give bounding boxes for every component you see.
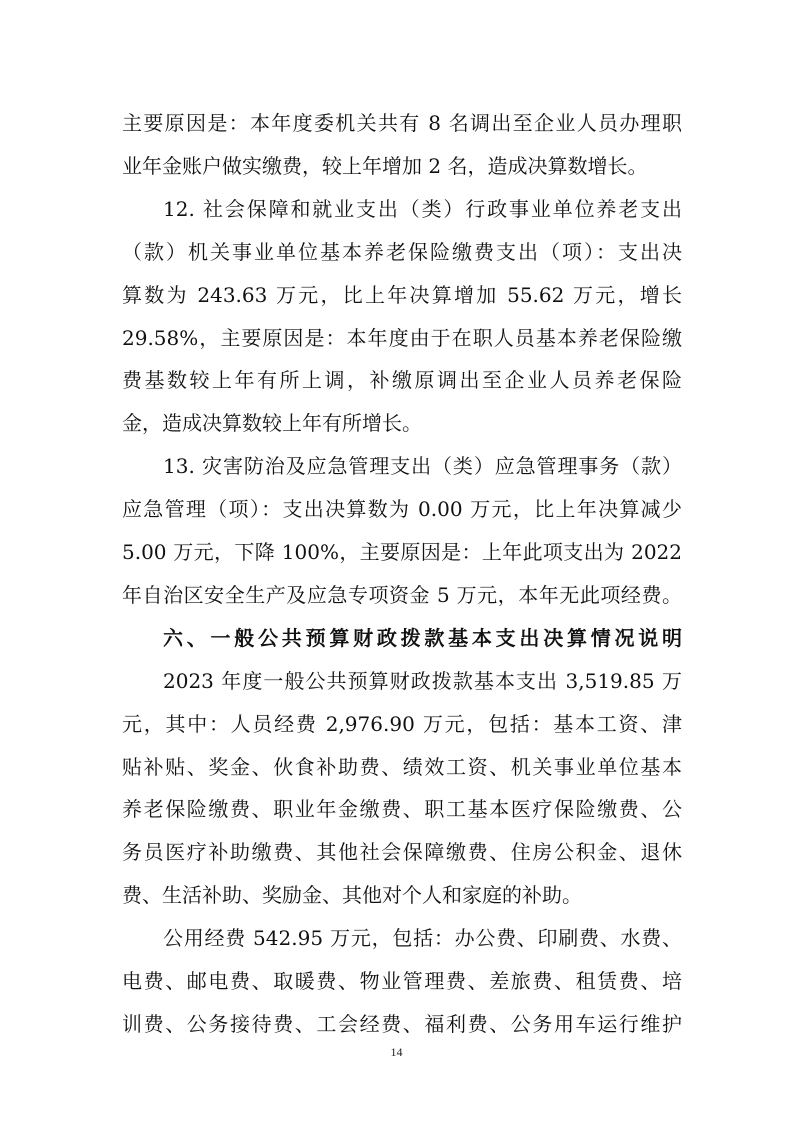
page-number: 14	[390, 1045, 403, 1059]
text-line: 5.00 万元，下降 100%，主要原因是：上年此项支出为 2022	[122, 540, 682, 564]
text-line: 养老保险缴费、职业年金缴费、职工基本医疗保险缴费、公	[122, 797, 682, 821]
text-line: 业年金账户做实缴费，较上年增加 2 名，造成决算数增长。	[122, 154, 648, 178]
text-line: 应急管理（项）：支出决算数为 0.00 万元，比上年决算减少	[122, 497, 682, 521]
text-line: 费、生活补助、奖励金、其他对个人和家庭的补助。	[122, 883, 582, 907]
text-line: 12. 社会保障和就业支出（类）行政事业单位养老支出	[163, 197, 682, 221]
text-line: 务员医疗补助缴费、其他社会保障缴费、住房公积金、退休	[122, 840, 682, 864]
text-line: 元，其中：人员经费 2,976.90 万元，包括：基本工资、津	[122, 712, 682, 736]
text-line: 算数为 243.63 万元，比上年决算增加 55.62 万元，增长	[122, 283, 682, 307]
text-line: 29.58%，主要原因是：本年度由于在职人员基本养老保险缴	[122, 326, 682, 350]
text-line: 2023 年度一般公共预算财政拨款基本支出 3,519.85 万	[163, 669, 682, 693]
section-heading: 六、一般公共预算财政拨款基本支出决算情况说明	[163, 626, 682, 650]
text-line: 金，造成决算数较上年有所增长。	[122, 411, 422, 435]
text-line: （款）机关事业单位基本养老保险缴费支出（项）：支出决	[122, 240, 682, 264]
text-line: 主要原因是：本年度委机关共有 8 名调出至企业人员办理职	[122, 111, 682, 135]
text-line: 贴补贴、奖金、伙食补助费、绩效工资、机关事业单位基本	[122, 755, 682, 779]
text-line: 费基数较上年有所上调，补缴原调出至企业人员养老保险	[122, 368, 682, 392]
text-line: 训费、公务接待费、工会经费、福利费、公务用车运行维护	[122, 1012, 682, 1036]
text-line: 年自治区安全生产及应急专项资金 5 万元，本年无此项经费。	[122, 583, 682, 607]
text-line: 13. 灾害防治及应急管理支出（类）应急管理事务（款）	[163, 454, 682, 478]
text-line: 电费、邮电费、取暖费、物业管理费、差旅费、租赁费、培	[122, 969, 682, 993]
text-line: 公用经费 542.95 万元，包括：办公费、印刷费、水费、	[163, 926, 682, 950]
